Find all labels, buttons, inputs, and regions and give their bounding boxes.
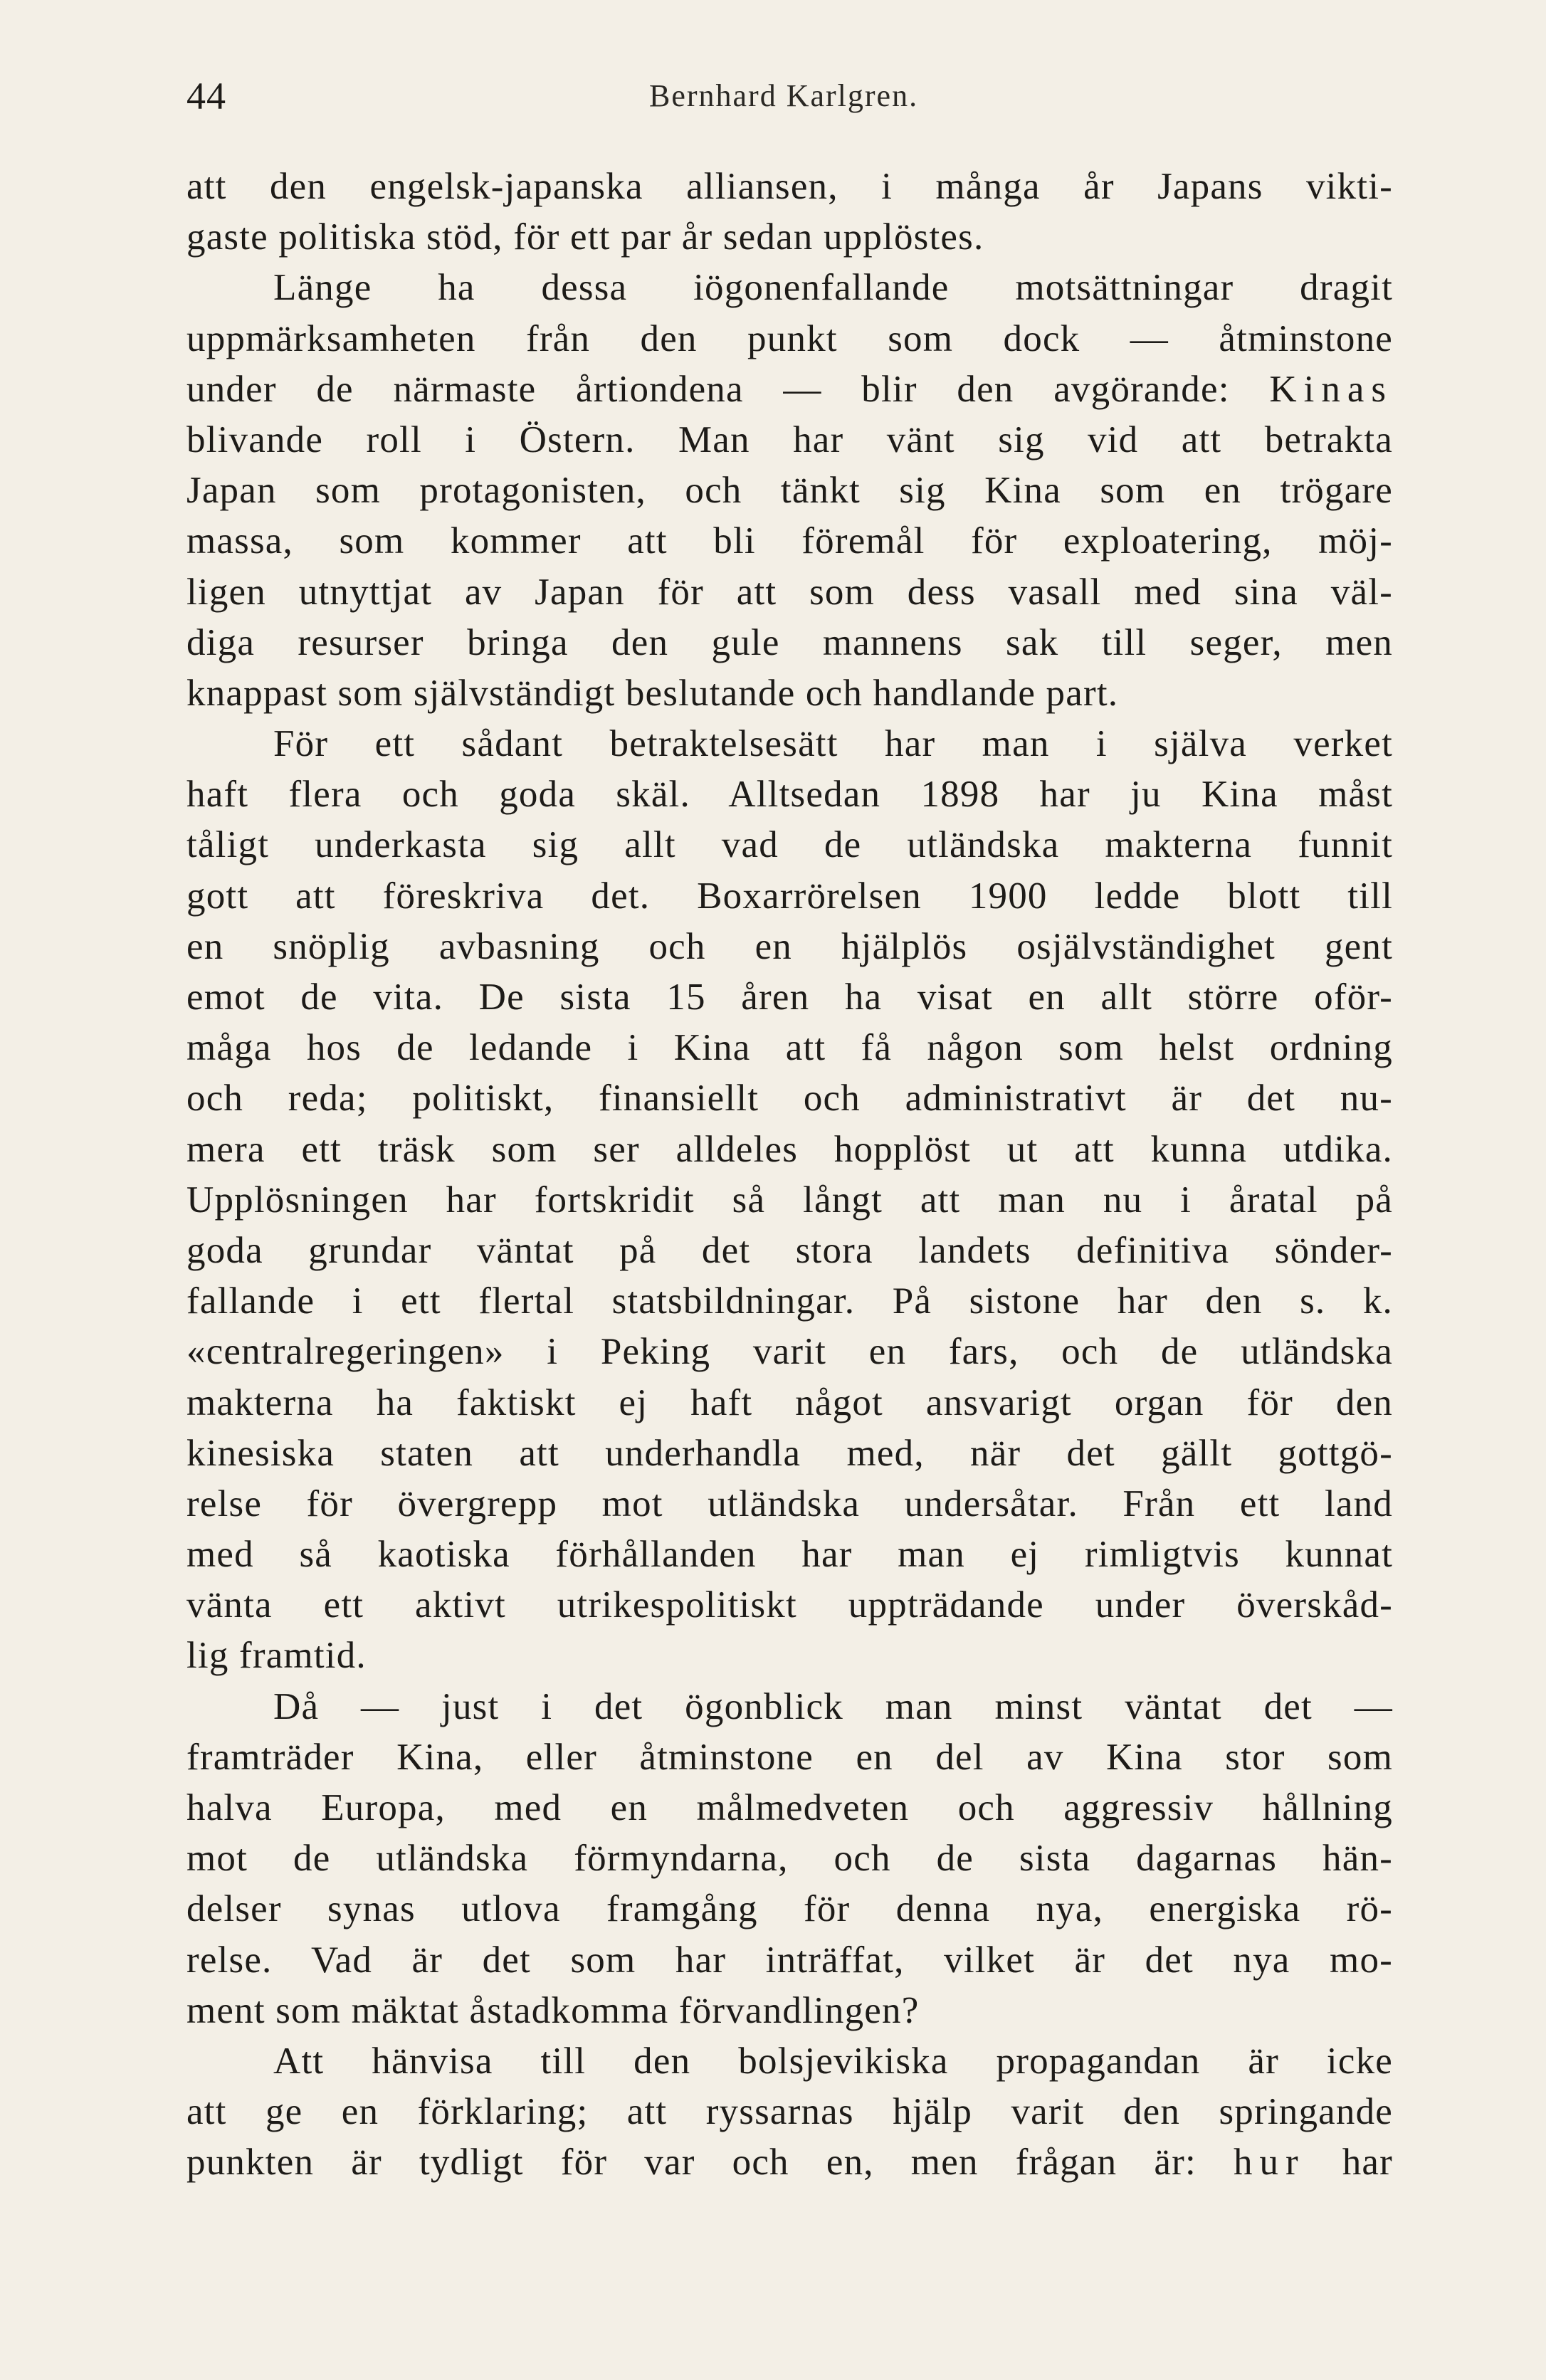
text-line: framträder Kina, eller åtminstone en del av Kina stor som — [186, 1736, 1393, 1778]
text-line: massa, som kommer att bli föremål för exploatering, möj- — [186, 520, 1393, 562]
page-number: 44 — [186, 75, 226, 117]
text-line: Länge ha dessa iögonenfallande motsättningar dragit — [273, 267, 1393, 309]
running-head-author: Bernhard Karlgren. — [649, 78, 919, 113]
text-line: en snöplig avbasning och en hjälplös osjälvständighet gent — [186, 925, 1393, 967]
text-line: tåligt underkasta sig allt vad de utländska makterna funnit — [186, 824, 1393, 866]
text-line: mera ett träsk som ser alldeles hopplöst ut att kunna utdika. — [186, 1128, 1393, 1170]
running-head — [186, 68, 1389, 125]
text-line: uppmärksamheten från den punkt som dock — åtminstone — [186, 317, 1393, 359]
text-line: och reda; politiskt, finansiellt och administrativt är det nu- — [186, 1078, 1393, 1120]
text-line: med så kaotiska förhållanden har man ej rimligtvis kunnat — [186, 1534, 1393, 1576]
text-line: Då — just i det ögonblick man minst väntat det — — [273, 1685, 1393, 1727]
text-line: emot de vita. De sista 15 åren ha visat en allt större oför- — [186, 976, 1393, 1018]
text-line: delser synas utlova framgång för denna nya, energiska rö- — [186, 1888, 1393, 1930]
text-line-part: under de närmaste årtiondena — blir den avgörande: — [186, 368, 1230, 410]
text-line: Att hänvisa till den bolsjevikiska propagandan är icke — [273, 2040, 1393, 2082]
text-line: gott att föreskriva det. Boxarrörelsen 1900 ledde blott till — [186, 875, 1393, 917]
text-line: fallande i ett flertal statsbildningar. På sistone har den s. k. — [186, 1280, 1393, 1322]
text-line: att ge en förklaring; att ryssarnas hjälp varit den springande — [186, 2091, 1393, 2133]
text-line: diga resurser bringa den gule mannens sak till seger, men — [186, 621, 1393, 663]
text-line: Upplösningen har fortskridit så långt att man nu i åratal på — [186, 1179, 1393, 1221]
text-line: haft flera och goda skäl. Alltsedan 1898 har ju Kina måst — [186, 774, 1393, 816]
text-line: knappast som självständigt beslutande och handlande part. — [186, 672, 1119, 714]
text-line: goda grundar väntat på det stora landets definitiva sönder- — [186, 1229, 1393, 1271]
text-line: måga hos de ledande i Kina att få någon som helst ordning — [186, 1027, 1393, 1069]
text-line-part: har — [1342, 2142, 1394, 2184]
text-line: blivande roll i Östern. Man har vänt sig vid att betrakta — [186, 418, 1393, 460]
emphasized-word: hur — [1233, 2142, 1305, 2184]
text-line: mot de utländska förmyndarna, och de sista dagarnas hän- — [186, 1838, 1393, 1880]
text-line-part: punkten är tydligt för var och en, men frågan är: — [186, 2142, 1197, 2184]
text-line: Japan som protagonisten, och tänkt sig Kina som en trögare — [186, 470, 1393, 512]
text-line: «centralregeringen» i Peking varit en fars, och de utländska — [186, 1331, 1393, 1373]
text-line: vänta ett aktivt utrikespolitiskt uppträdande under överskåd- — [186, 1584, 1393, 1626]
text-line: ment som mäktat åstadkomma förvandlingen? — [186, 1989, 920, 2031]
body-text — [186, 162, 1393, 2189]
text-line: ligen utnyttjat av Japan för att som dess vasall med sina väl- — [186, 571, 1393, 613]
text-line — [186, 364, 1393, 415]
text-line — [186, 2137, 1393, 2188]
text-line: kinesiska staten att underhandla med, när det gällt gottgö- — [186, 1432, 1393, 1474]
emphasized-word: Kinas — [1269, 368, 1393, 410]
text-line: relse. Vad är det som har inträffat, vilket är det nya mo- — [186, 1939, 1393, 1981]
text-line: gaste politiska stöd, för ett par år sedan upplöstes. — [186, 216, 984, 258]
text-line: För ett sådant betraktelsesätt har man i själva verket — [273, 723, 1393, 765]
text-line: lig framtid. — [186, 1635, 367, 1677]
text-line: att den engelsk-japanska alliansen, i många år Japans vikti- — [186, 166, 1393, 207]
text-line: makterna ha faktiskt ej haft något ansvarigt organ för den — [186, 1381, 1393, 1423]
text-line: relse för övergrepp mot utländska undersåtar. Från ett land — [186, 1483, 1393, 1525]
text-line: halva Europa, med en målmedveten och aggressiv hållning — [186, 1787, 1393, 1828]
